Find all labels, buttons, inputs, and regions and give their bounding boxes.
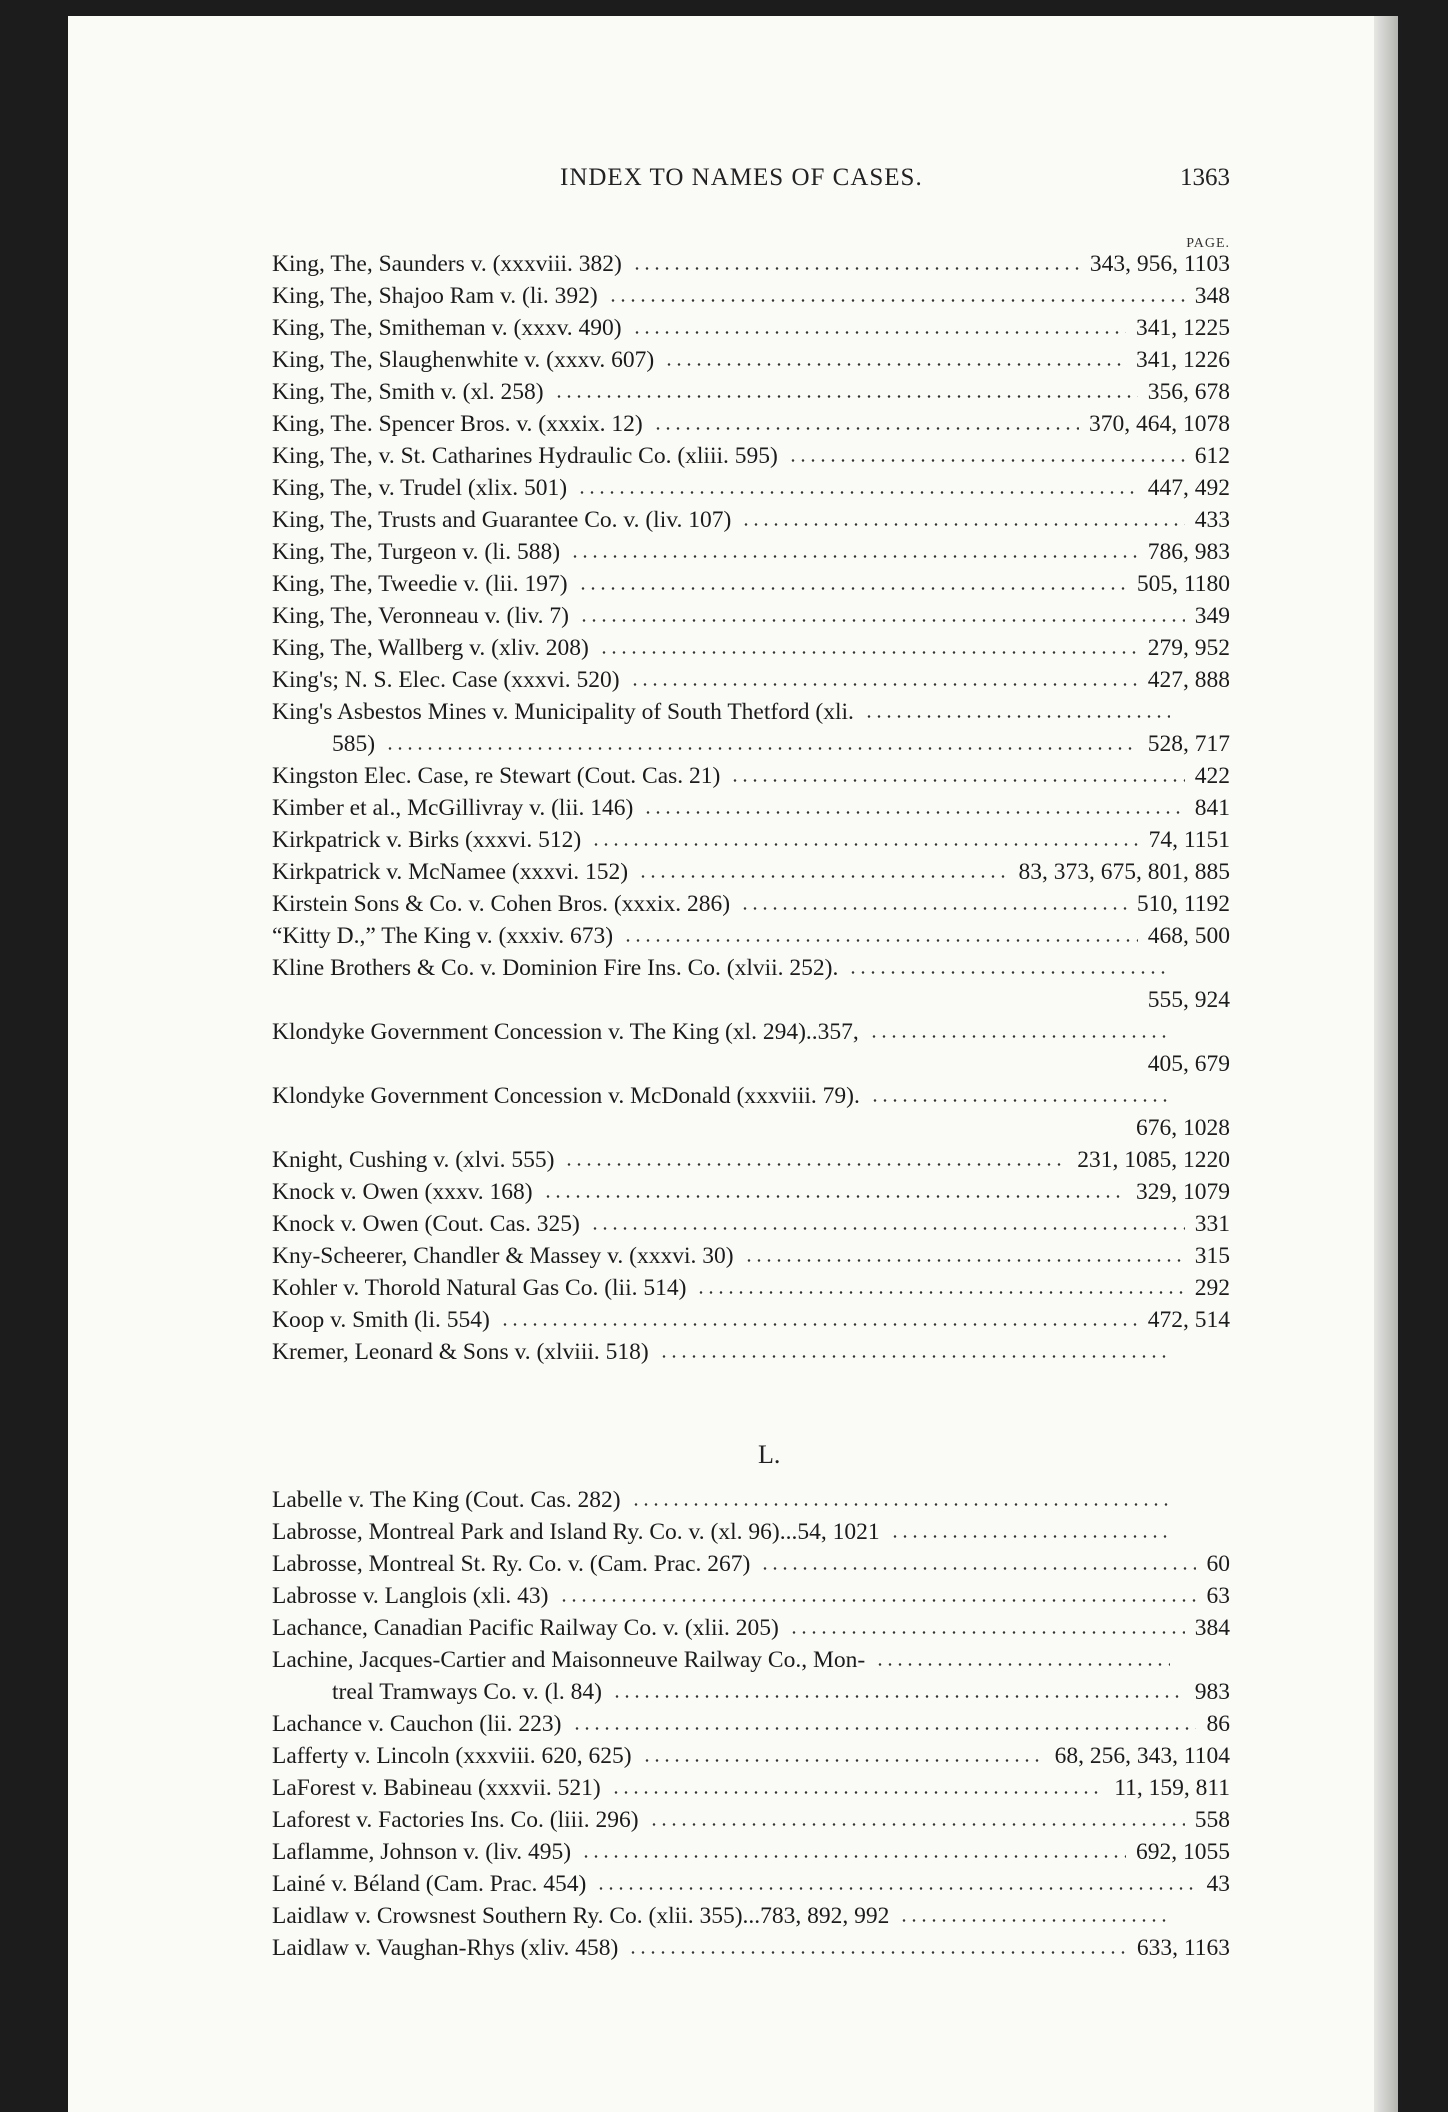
leader-dots (596, 1887, 1196, 1890)
entry-page-refs: 510, 1192 (1133, 891, 1230, 918)
entry-case-name: Kirkpatrick v. McNamee (xxxvi. 152) (272, 859, 629, 885)
entry-page-refs: 74, 1151 (1145, 827, 1230, 854)
leader-dots (744, 1259, 1185, 1262)
entry-page-refs: 633, 1163 (1133, 1935, 1230, 1962)
entry-page-refs: 356, 678 (1144, 379, 1230, 406)
entry-page-refs: 370, 464, 1078 (1085, 411, 1230, 438)
entry-page-refs: 405, 679 (1144, 1051, 1230, 1078)
entry-case-name: Laflamme, Johnson v. (liv. 495) (272, 1839, 572, 1865)
entry-case-name: King, The, Shajoo Ram v. (li. 392) (272, 283, 598, 309)
entry-case-name: Laidlaw v. Vaughan-Rhys (xliv. 458) (272, 1935, 619, 1961)
leader-dots (789, 1631, 1185, 1634)
page-number: 1363 (1180, 164, 1230, 191)
running-title: INDEX TO NAMES OF CASES. (560, 164, 923, 191)
entry-page-refs: 348 (1191, 283, 1230, 310)
entry-case-name: Laidlaw v. Crowsnest Southern Ry. Co. (xlii. 355)...783, 892, 992 (272, 1903, 890, 1929)
entry-case-name: Kingston Elec. Case, re Stewart (Cout. Cas. 21) (272, 763, 721, 789)
entry-page-refs: 43 (1203, 1871, 1231, 1898)
leader-dots (608, 299, 1185, 302)
leader-dots (570, 555, 1138, 558)
entry-page-refs: 83, 373, 675, 801, 885 (1015, 859, 1231, 886)
index-entries-l (272, 1484, 1230, 1964)
leader-dots (740, 907, 1127, 910)
leader-dots (659, 1355, 1170, 1358)
entry-page-refs: 341, 1226 (1132, 347, 1230, 374)
entry-case-name: Kohler v. Thorold Natural Gas Co. (lii. 514) (272, 1275, 687, 1301)
book-page (68, 16, 1398, 2112)
leader-dots (632, 331, 1126, 334)
leader-dots (612, 1695, 1185, 1698)
section-heading-l: L. (758, 1440, 781, 1469)
index-entry (272, 696, 1230, 728)
index-entry (272, 1836, 1230, 1868)
entry-case-name: Lachance, Canadian Pacific Railway Co. v. (xlii. 205) (272, 1615, 779, 1641)
index-entry (272, 472, 1230, 504)
entry-page-refs: 612 (1191, 443, 1230, 470)
entry-page-refs: 692, 1055 (1132, 1839, 1230, 1866)
entry-case-name: King, The, v. Trudel (xlix. 501) (272, 475, 568, 501)
entry-case-name: King, The, Trusts and Guarantee Co. v. (liv. 107) (272, 507, 732, 533)
entry-page-refs: 433 (1191, 507, 1230, 534)
leader-dots (581, 1855, 1126, 1858)
leader-dots (623, 939, 1138, 942)
leader-dots (741, 523, 1185, 526)
index-entry (272, 600, 1230, 632)
leader-dots (385, 747, 1138, 750)
entry-case-name: Lachine, Jacques-Cartier and Maisonneuve Railway Co., Mon- (272, 1647, 866, 1673)
entry-case-name: King's Asbestos Mines v. Municipality of South Thetford (xli. (272, 699, 854, 725)
entry-case-name: King, The, Slaughenwhite v. (xxxv. 607) (272, 347, 655, 373)
entry-case-name: “Kitty D.,” The King v. (xxxiv. 673) (272, 923, 614, 949)
entry-case-name: Kimber et al., McGillivray v. (lii. 146) (272, 795, 634, 821)
entry-page-refs: 349 (1191, 603, 1230, 630)
index-entry (272, 376, 1230, 408)
entry-case-name: Labrosse, Montreal St. Ry. Co. v. (Cam. Prac. 267) (272, 1551, 751, 1577)
index-entry (272, 1208, 1230, 1240)
entry-case-name: Kremer, Leonard & Sons v. (xlviii. 518) (272, 1339, 649, 1365)
index-entry (272, 1048, 1230, 1080)
leader-dots (899, 1919, 1170, 1922)
index-entry (272, 1772, 1230, 1804)
leader-dots (554, 395, 1138, 398)
index-entry (272, 1016, 1230, 1048)
entry-case-name: Knock v. Owen (xxxv. 168) (272, 1179, 533, 1205)
entry-case-name: LaForest v. Babineau (xxxvii. 521) (272, 1775, 601, 1801)
entry-case-name: Lachance v. Cauchon (lii. 223) (272, 1711, 562, 1737)
entry-case-name: King, The, Turgeon v. (li. 588) (272, 539, 561, 565)
entry-page-refs: 343, 956, 1103 (1086, 251, 1230, 278)
index-entry (272, 792, 1230, 824)
index-entry (272, 1144, 1230, 1176)
leader-dots (632, 267, 1080, 270)
entry-case-name: Knock v. Owen (Cout. Cas. 325) (272, 1211, 580, 1237)
entry-page-refs: 472, 514 (1144, 1307, 1230, 1334)
entry-page-refs: 555, 924 (1144, 987, 1230, 1014)
entry-case-name: King, The, Smitheman v. (xxxv. 490) (272, 315, 622, 341)
index-entry (272, 504, 1230, 536)
leader-dots (628, 1951, 1127, 1954)
entry-page-refs: 528, 717 (1144, 731, 1230, 758)
leader-dots (631, 1503, 1170, 1506)
entry-case-name: King, The, Veronneau v. (liv. 7) (272, 603, 569, 629)
leader-dots (611, 1791, 1104, 1794)
leader-dots (630, 683, 1138, 686)
index-entry (272, 632, 1230, 664)
leader-dots (590, 1227, 1185, 1230)
index-entry (272, 440, 1230, 472)
index-entry (272, 1272, 1230, 1304)
index-entry (272, 312, 1230, 344)
entry-page-refs: 983 (1191, 1679, 1230, 1706)
page-edge (1374, 16, 1398, 2112)
leader-dots (642, 1759, 1045, 1762)
leader-dots (643, 811, 1185, 814)
index-entry (272, 344, 1230, 376)
entry-case-name: Kirstein Sons & Co. v. Cohen Bros. (xxxix. 286) (272, 891, 731, 917)
leader-dots (577, 491, 1138, 494)
index-entry (272, 1612, 1230, 1644)
entry-case-name: Klondyke Government Concession v. The King (xl. 294)..357, (272, 1019, 859, 1045)
leader-dots (579, 619, 1185, 622)
entry-case-name: Laforest v. Factories Ins. Co. (liii. 296) (272, 1807, 639, 1833)
entry-page-refs: 841 (1191, 795, 1230, 822)
entry-page-refs: 331 (1191, 1211, 1230, 1238)
leader-dots (599, 651, 1138, 654)
entry-page-refs: 447, 492 (1144, 475, 1230, 502)
entry-page-refs: 86 (1203, 1711, 1231, 1738)
leader-dots (500, 1323, 1138, 1326)
index-entry (272, 280, 1230, 312)
index-entry (272, 248, 1230, 280)
entry-case-name: Kirkpatrick v. Birks (xxxvi. 512) (272, 827, 582, 853)
index-entry (272, 664, 1230, 696)
entry-case-name: King, The, Wallberg v. (xliv. 208) (272, 635, 589, 661)
leader-dots (564, 1163, 1067, 1166)
entry-case-name: King, The, Saunders v. (xxxviii. 382) (272, 251, 622, 277)
index-entry (272, 1336, 1230, 1368)
index-entry (272, 760, 1230, 792)
entry-case-name: King, The. Spencer Bros. v. (xxxix. 12) (272, 411, 643, 437)
leader-dots (638, 875, 1008, 878)
leader-dots (591, 843, 1139, 846)
entry-page-refs: 384 (1191, 1615, 1230, 1642)
entry-page-refs: 60 (1203, 1551, 1231, 1578)
index-entry (272, 1900, 1230, 1932)
index-entry (272, 408, 1230, 440)
entry-page-refs: 231, 1085, 1220 (1073, 1147, 1230, 1174)
leader-dots (653, 427, 1079, 430)
leader-dots (890, 1535, 1170, 1538)
entry-case-name: King's; N. S. Elec. Case (xxxvi. 520) (272, 667, 620, 693)
entry-page-refs: 505, 1180 (1133, 571, 1230, 598)
leader-dots (870, 1099, 1170, 1102)
entry-case-name: Koop v. Smith (li. 554) (272, 1307, 490, 1333)
entry-page-refs: 329, 1079 (1132, 1179, 1230, 1206)
entry-case-name: Labelle v. The King (Cout. Cas. 282) (272, 1487, 621, 1513)
entry-case-name: King, The, v. St. Catharines Hydraulic Co. (xliii. 595) (272, 443, 778, 469)
entry-page-refs: 63 (1203, 1583, 1231, 1610)
index-entry (272, 856, 1230, 888)
leader-dots (696, 1291, 1185, 1294)
entry-page-refs: 11, 159, 811 (1110, 1775, 1230, 1802)
index-entry (272, 1484, 1230, 1516)
index-entry (272, 888, 1230, 920)
entry-page-refs: 315 (1191, 1243, 1230, 1270)
page-column-label: PAGE. (1186, 236, 1230, 251)
entry-case-name: Lafferty v. Lincoln (xxxviii. 620, 625) (272, 1743, 632, 1769)
index-entry (272, 1240, 1230, 1272)
index-entry (272, 1740, 1230, 1772)
entry-page-refs: 468, 500 (1144, 923, 1230, 950)
index-entry (272, 1112, 1230, 1144)
entry-page-refs: 427, 888 (1144, 667, 1230, 694)
index-entry (272, 568, 1230, 600)
index-entry (272, 1548, 1230, 1580)
entry-case-name: treal Tramways Co. v. (l. 84) (332, 1679, 603, 1705)
index-entry (272, 1932, 1230, 1964)
entry-page-refs: 279, 952 (1144, 635, 1230, 662)
leader-dots (869, 1035, 1170, 1038)
index-entry (272, 952, 1230, 984)
entry-page-refs: 68, 256, 343, 1104 (1051, 1743, 1230, 1770)
leader-dots (788, 459, 1185, 462)
entry-case-name: 585) (332, 731, 376, 757)
entry-page-refs: 786, 983 (1144, 539, 1230, 566)
leader-dots (543, 1195, 1126, 1198)
leader-dots (572, 1727, 1196, 1730)
entry-case-name: King, The, Smith v. (xl. 258) (272, 379, 544, 405)
leader-dots (864, 715, 1170, 718)
index-entry (272, 1644, 1230, 1676)
index-entry (272, 1304, 1230, 1336)
entry-case-name: Labrosse, Montreal Park and Island Ry. Co. v. (xl. 96)...54, 1021 (272, 1519, 880, 1545)
leader-dots (875, 1663, 1170, 1666)
index-entry (272, 536, 1230, 568)
entry-case-name: King, The, Tweedie v. (lii. 197) (272, 571, 568, 597)
entry-case-name: Kline Brothers & Co. v. Dominion Fire Ins. Co. (xlvii. 252). (272, 955, 839, 981)
index-entry (272, 1868, 1230, 1900)
index-entry (272, 1176, 1230, 1208)
leader-dots (848, 971, 1170, 974)
entry-page-refs: 422 (1191, 763, 1230, 790)
index-entry (272, 1708, 1230, 1740)
leader-dots (578, 587, 1127, 590)
index-entry (272, 728, 1230, 760)
index-entry (272, 1080, 1230, 1112)
entry-case-name: Klondyke Government Concession v. McDonald (xxxviii. 79). (272, 1083, 860, 1109)
leader-dots (760, 1567, 1196, 1570)
entry-case-name: Labrosse v. Langlois (xli. 43) (272, 1583, 549, 1609)
entry-page-refs: 676, 1028 (1132, 1115, 1230, 1142)
entry-case-name: Knight, Cushing v. (xlvi. 555) (272, 1147, 555, 1173)
index-entry (272, 1516, 1230, 1548)
index-entry (272, 1804, 1230, 1836)
entry-case-name: Lainé v. Béland (Cam. Prac. 454) (272, 1871, 587, 1897)
entry-page-refs: 292 (1191, 1275, 1230, 1302)
entry-page-refs: 558 (1191, 1807, 1230, 1834)
index-entry (272, 1676, 1230, 1708)
index-entry (272, 920, 1230, 952)
entry-case-name: Kny-Scheerer, Chandler & Massey v. (xxxvi. 30) (272, 1243, 734, 1269)
index-entry (272, 1580, 1230, 1612)
leader-dots (664, 363, 1126, 366)
leader-dots (649, 1823, 1185, 1826)
leader-dots (559, 1599, 1196, 1602)
entry-page-refs: 341, 1225 (1132, 315, 1230, 342)
index-entry (272, 984, 1230, 1016)
index-entry (272, 824, 1230, 856)
leader-dots (730, 779, 1185, 782)
index-entries-k (272, 248, 1230, 1368)
